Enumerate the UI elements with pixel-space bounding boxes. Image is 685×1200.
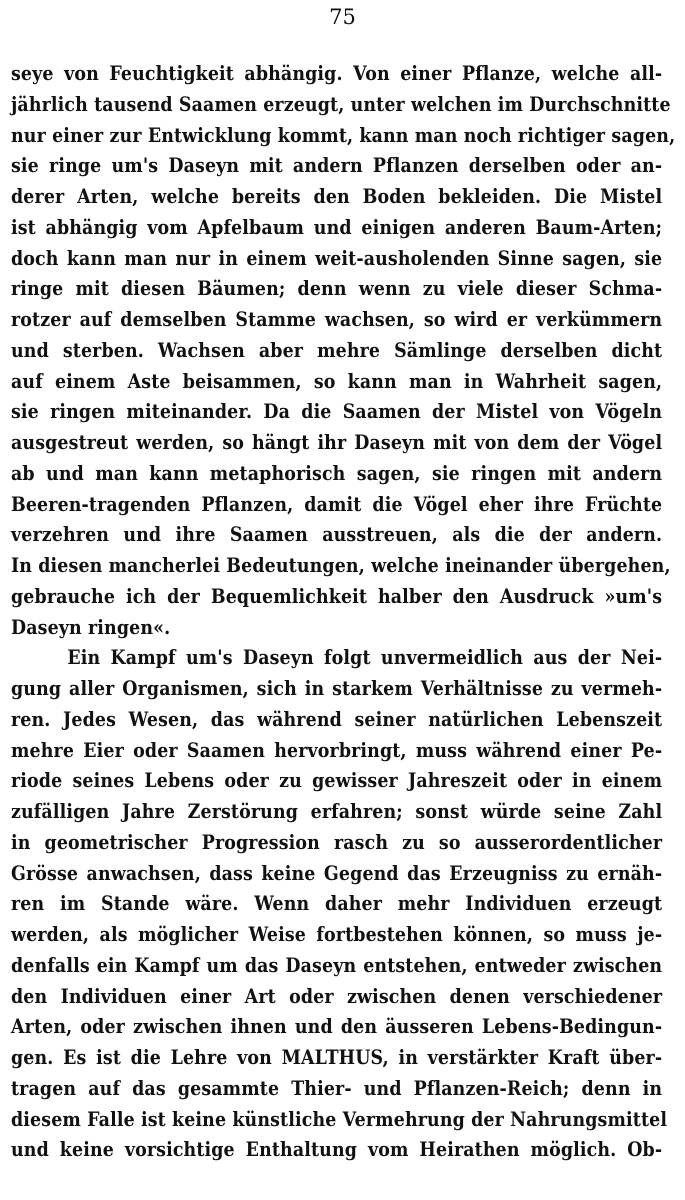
text-line: jährlich tausend Saamen erzeugt, unter welchen im Durchschnitte — [11, 91, 671, 116]
page-number: 75 — [329, 5, 356, 29]
text-line: und sterben. Wachsen aber mehre Sämlinge derselben dicht — [11, 337, 663, 362]
text-line: gen. Es ist die Lehre von MALTHUS, in verstärkter Kraft über- — [11, 1045, 663, 1069]
body-text — [11, 58, 676, 1165]
text-line: denfalls ein Kampf um das Daseyn entstehen, entweder zwischen — [11, 952, 663, 977]
text-line: gung aller Organismen, sich in starkem Verhältnisse zu vermeh- — [11, 676, 663, 700]
text-line: nur einer zur Entwicklung kommt, kann man noch richtiger sagen, — [11, 122, 676, 147]
text-line: auf einem Aste beisammen, so kann man in Wahrheit sagen, — [11, 368, 663, 393]
text-line: ren im Stande wäre. Wenn daher mehr Individuen erzeugt — [11, 891, 663, 916]
text-line: seye von Feuchtigkeit abhängig. Von einer Pflanze, welche all- — [11, 61, 663, 85]
text-line: sie ringe um's Daseyn mit andern Pflanzen derselben oder an- — [11, 153, 663, 178]
text-line: doch kann man nur in einem weit-ausholenden Sinne sagen, sie — [11, 245, 663, 270]
text-line: riode seines Lebens oder zu gewisser Jahreszeit oder in einem — [11, 768, 663, 793]
text-line: zufälligen Jahre Zerstörung erfahren; sonst würde seine Zahl — [11, 799, 663, 823]
text-line: ist abhängig vom Apfelbaum und einigen anderen Baum-Arten; — [11, 214, 663, 239]
text-line: sie ringen miteinander. Da die Saamen der Mistel von Vögeln — [11, 399, 663, 424]
text-line: In diesen mancherlei Bedeutungen, welche ineinander übergehen, — [11, 553, 671, 577]
text-line: derer Arten, welche bereits den Boden bekleiden. Die Mistel — [11, 184, 663, 208]
text-line: ren. Jedes Wesen, das während seiner natürlichen Lebenszeit — [11, 706, 663, 731]
text-line: mehre Eier oder Saamen hervorbringt, muss während einer Pe- — [11, 737, 663, 762]
text-line: ringe mit diesen Bäumen; denn wenn zu viele dieser Schma- — [11, 276, 663, 301]
text-line: ab und man kann metaphorisch sagen, sie ringen mit andern — [11, 460, 663, 485]
text-line: Grösse anwachsen, dass keine Gegend das Erzeugniss zu ernäh- — [11, 860, 663, 885]
text-line: tragen auf das gesammte Thier- und Pflanzen-Reich; denn in — [11, 1075, 663, 1100]
text-line: werden, als möglicher Weise fortbestehen können, so muss je- — [11, 922, 663, 946]
text-line: den Individuen einer Art oder zwischen denen verschiedener — [11, 983, 663, 1008]
text-line: gebrauche ich der Bequemlichkeit halber den Ausdruck »um's — [11, 583, 663, 608]
text-line: und keine vorsichtige Enthaltung vom Heirathen möglich. Ob- — [11, 1137, 663, 1162]
text-line: Beeren-tragenden Pflanzen, damit die Vögel eher ihre Früchte — [11, 491, 663, 516]
text-line: verzehren und ihre Saamen ausstreuen, als die der andern. — [11, 522, 663, 547]
text-line: ausgestreut werden, so hängt ihr Daseyn mit von dem der Vögel — [11, 430, 663, 454]
text-line: Arten, oder zwischen ihnen und den äusseren Lebens-Bedingun- — [11, 1014, 663, 1039]
paragraph-first-line: Ein Kampf um's Daseyn folgt unvermeidlich aus der Nei- — [67, 645, 663, 670]
text-line: rotzer auf demselben Stamme wachsen, so wird er verkümmern — [11, 307, 663, 331]
paragraph-end-line: Daseyn ringen«. — [11, 614, 171, 639]
text-line: diesem Falle ist keine künstliche Vermehrung der Nahrungsmittel — [11, 1106, 668, 1131]
text-line: in geometrischer Progression rasch zu so ausserordentlicher — [11, 829, 663, 854]
